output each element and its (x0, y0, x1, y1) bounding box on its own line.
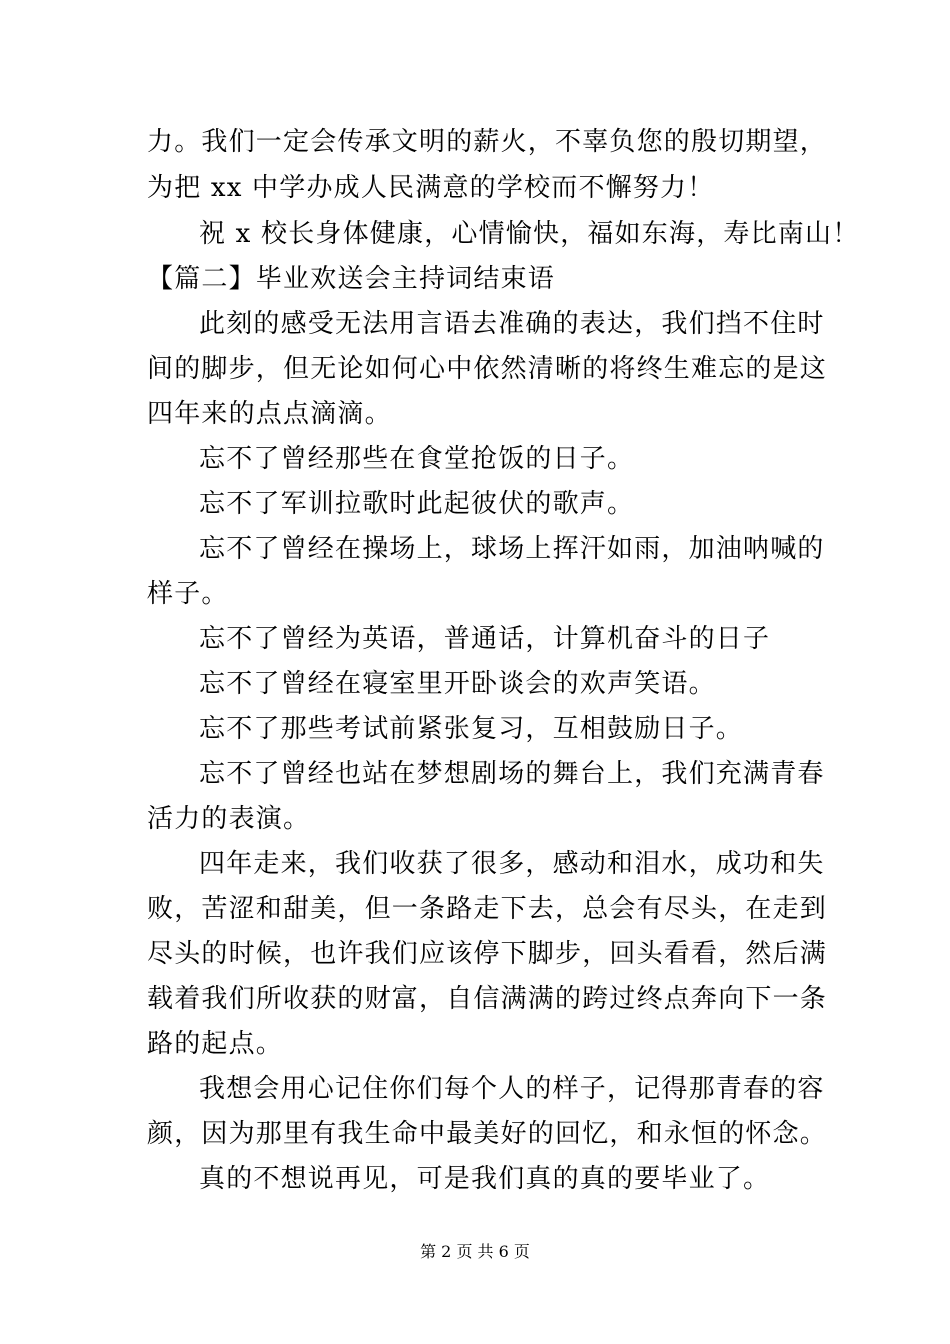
section-heading: 【篇二】毕业欢送会主持词结束语 (147, 264, 556, 294)
text-line: 活力的表演。 (147, 804, 311, 834)
text-line: 颜，因为那里有我生命中最美好的回忆，和永恒的怀念。 (147, 1119, 828, 1149)
text-line: 力。我们一定会传承文明的薪火，不辜负您的殷切期望， (147, 127, 828, 157)
text-line: 样子。 (147, 579, 229, 609)
text-line: 真的不想说再见，可是我们真的真的要毕业了。 (199, 1164, 771, 1194)
text-line: 间的脚步，但无论如何心中依然清晰的将终生难忘的是这 (147, 354, 828, 384)
page-number: 第 2 页 共 6 页 (420, 1242, 530, 1261)
text-line: 败，苦涩和甜美，但一条路走下去，总会有尽头，在走到 (147, 894, 828, 924)
text-line: 忘不了曾经在寝室里开卧谈会的欢声笑语。 (199, 669, 716, 699)
text-line: 我想会用心记住你们每个人的样子，记得那青春的容 (199, 1074, 825, 1104)
text-line: 四年来的点点滴滴。 (147, 399, 392, 429)
text-line: 四年走来，我们收获了很多，感动和泪水，成功和失 (199, 849, 825, 879)
text-line: 为把 xx 中学办成人民满意的学校而不懈努力！ (147, 173, 715, 203)
text-line: 忘不了曾经也站在梦想剧场的舞台上，我们充满青春 (199, 759, 825, 789)
text-line: 此刻的感受无法用言语去准确的表达，我们挡不住时 (199, 309, 825, 339)
text-line: 忘不了曾经那些在食堂抢饭的日子。 (199, 444, 635, 474)
text-line: 忘不了那些考试前紧张复习，互相鼓励日子。 (199, 714, 744, 744)
text-line: 忘不了军训拉歌时此起彼伏的歌声。 (199, 489, 635, 519)
text-line: 忘不了曾经在操场上，球场上挥汗如雨，加油呐喊的 (199, 534, 825, 564)
text-line: 载着我们所收获的财富，自信满满的跨过终点奔向下一条 (147, 984, 828, 1014)
text-line: 尽头的时候，也许我们应该停下脚步，回头看看，然后满 (147, 939, 828, 969)
text-line: 祝 x 校长身体健康，心情愉快，福如东海，寿比南山！ (199, 219, 860, 249)
text-line: 忘不了曾经为英语，普通话，计算机奋斗的日子 (199, 624, 771, 654)
text-line: 路的起点。 (147, 1029, 284, 1059)
